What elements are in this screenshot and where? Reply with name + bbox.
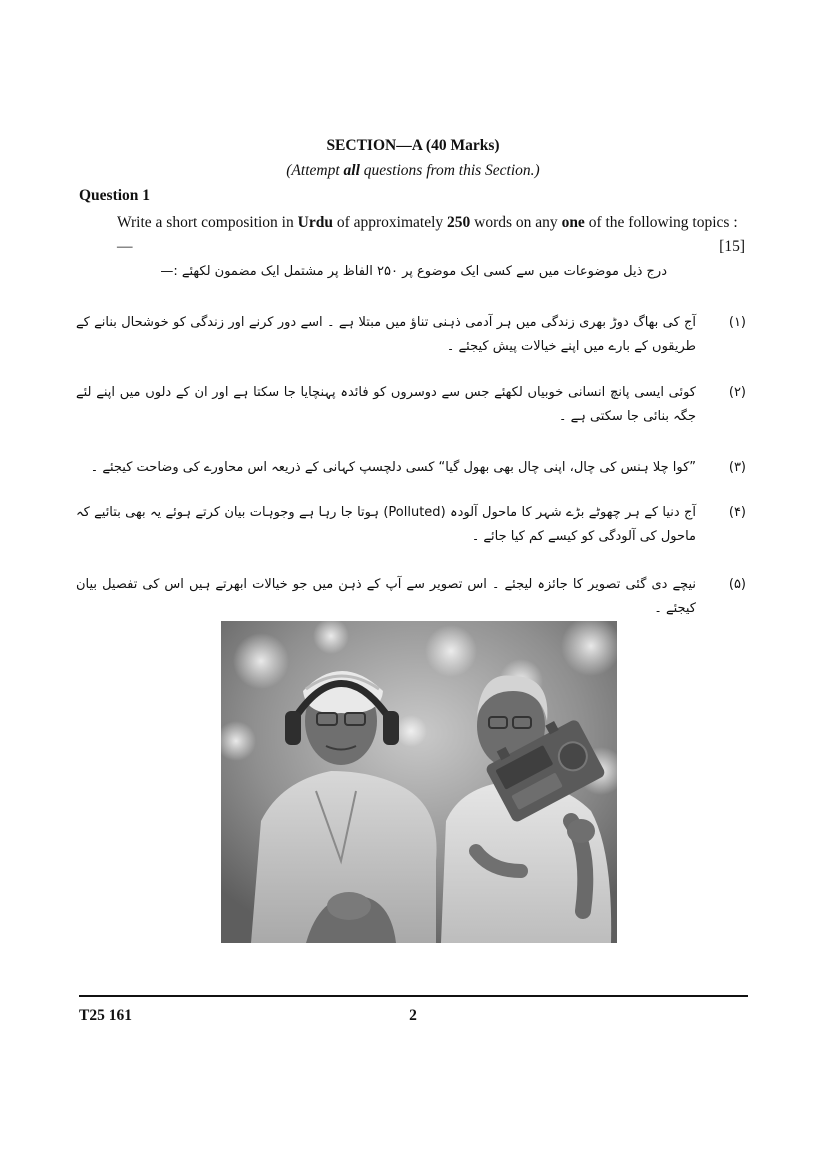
topic-number: (۱): [728, 315, 746, 330]
instruction-part: of the following topics :—: [117, 214, 738, 255]
topic-number: (۵): [728, 577, 746, 592]
topic-item: [76, 573, 746, 621]
section-instruction-emphasis: all: [343, 162, 360, 179]
instruction-part: Write a short composition in: [117, 214, 298, 231]
instruction-part: of approximately: [332, 214, 448, 231]
footer-divider: [79, 995, 748, 997]
topic-number: (۴): [728, 505, 746, 520]
question-heading: Question 1: [79, 187, 151, 204]
topic-item: [76, 381, 746, 429]
section-instruction-open: (Attempt: [286, 162, 344, 179]
section-title: SECTION—A (40 Marks): [326, 137, 500, 154]
paper-code: T25 161: [79, 1007, 132, 1024]
question-marks: [15]: [719, 238, 745, 255]
topic-text: ”کوا چلا ہنس کی چال، اپنی چال بھی بھول گیا“ کسی دلچسپ کہانی کے ذریعہ اس محاورے کی وضاحت کیجئے ۔: [90, 460, 696, 475]
topic-item: [76, 501, 746, 549]
topic-text: کوئی ایسی پانچ انسانی خوبیاں لکھئے جس سے دوسروں کو فائدہ پہنچایا جا سکتا ہے اور ان کے دلوں میں اپنے لئے جگہ بنائی جا سکتی ہے ۔: [76, 385, 696, 424]
page-number: 2: [409, 1007, 417, 1024]
photo-illustration: [221, 621, 617, 943]
topic-text: نیچے دی گئی تصویر کا جائزہ لیجئے ۔ اس تصویر سے آپ کے ذہن میں جو خیالات ابھرتے ہیں اس کی تفصیل بیان کیجئے ۔: [76, 577, 696, 616]
section-instruction-close: questions from this Section.): [359, 162, 540, 179]
urdu-instruction: درج ذیل موضوعات میں سے کسی ایک موضوع پر ۲۵۰ الفاظ پر مشتمل ایک مضمون لکھئے :—: [160, 264, 667, 279]
topic-item: [76, 311, 746, 359]
elderly-couple-photo: [221, 621, 617, 943]
instruction-language: Urdu: [297, 214, 333, 231]
instruction-word-count: 250: [447, 214, 471, 231]
question-instruction: [117, 211, 745, 259]
topic-number: (۳): [728, 460, 746, 475]
topic-number: (۲): [728, 385, 746, 400]
topic-item: [76, 456, 746, 480]
topic-text: آج دنیا کے ہر چھوٹے بڑے شہر کا ماحول آلودہ (Polluted) ہوتا جا رہا ہے وجوہات بیان کرتے ہوئے یہ بھی بتائیے کہ ماحول کی آلودگی کو کیسے کم کیا جائے ۔: [76, 505, 697, 544]
topic-text: آج کی بھاگ دوڑ بھری زندگی میں ہر آدمی ذہنی تناؤ میں مبتلا ہے ۔ اسے دور کرنے اور زندگی کو خوشحال بنانے کے طریقوں کے بارے میں اپنے خیالات پیش کیجئے ۔: [76, 315, 696, 354]
instruction-part: words on any: [470, 214, 562, 231]
instruction-one: one: [561, 214, 585, 231]
section-instruction: [0, 162, 826, 180]
